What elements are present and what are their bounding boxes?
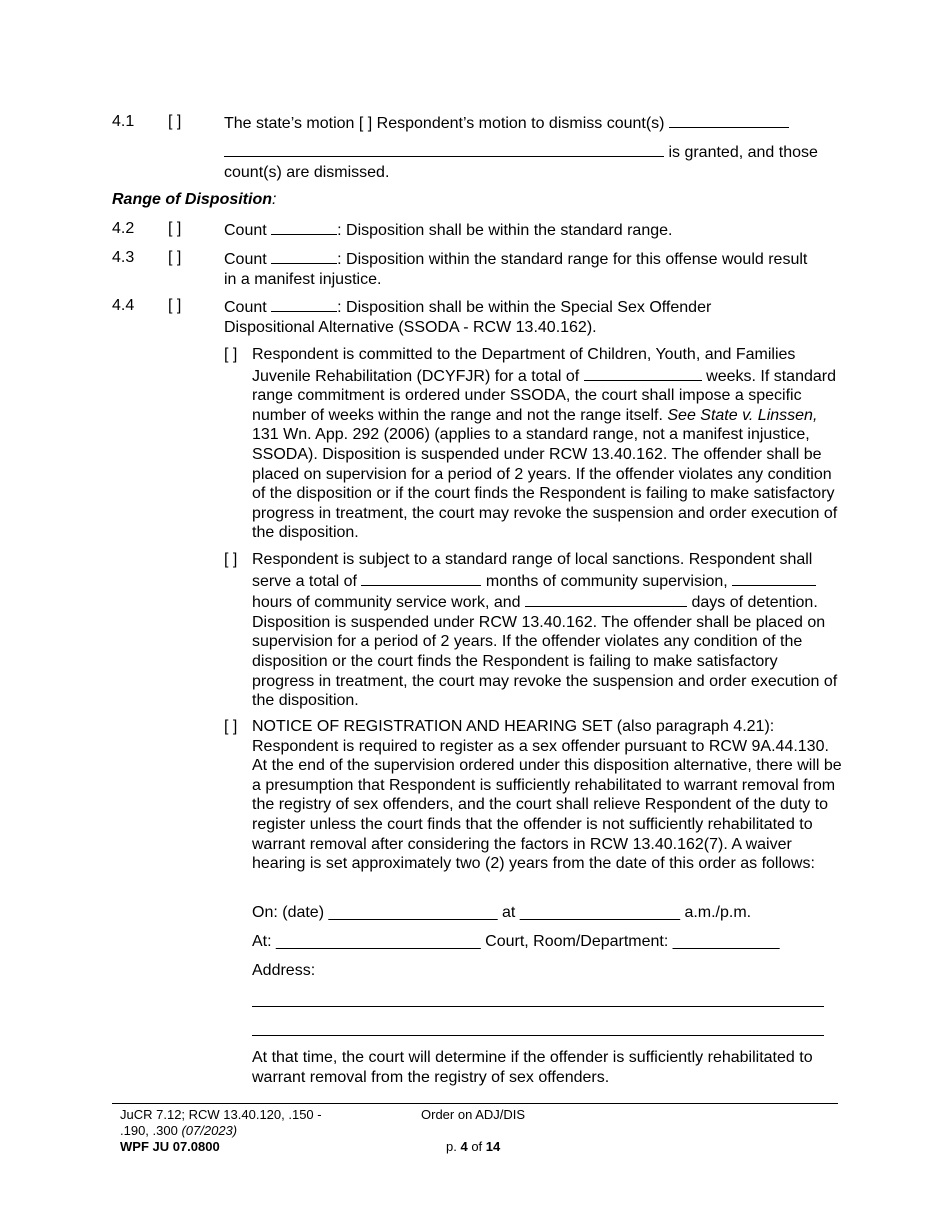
checkbox-commitment[interactable]: [ ] xyxy=(224,346,238,363)
para-number-4-2: 4.2 xyxy=(112,220,135,237)
hearing-court-field[interactable]: _______________________ xyxy=(276,933,481,950)
para-4-3-text: Count : Disposition within the standard range for this offense would result in a manifest injustice. xyxy=(224,248,824,289)
room-department-field[interactable]: ____________ xyxy=(672,933,780,950)
checkbox-notice[interactable]: [ ] xyxy=(224,718,238,735)
hearing-location-row: At: _______________________ Court, Room/Department: ____________ xyxy=(252,933,780,950)
footer-rule xyxy=(112,1103,838,1104)
hearing-time-field[interactable]: __________________ xyxy=(519,904,680,921)
respondent-motion-label: [ ] Respondent’s motion to dismiss count(s) xyxy=(358,115,665,132)
count-field-4-4[interactable] xyxy=(271,296,337,312)
hearing-date-row: On: (date) ___________________ at __________________ a.m./p.m. xyxy=(252,904,752,921)
community-service-hours-field[interactable] xyxy=(732,570,816,586)
para-4-1-granted-text: is granted, and those count(s) are dismissed. xyxy=(224,144,818,181)
count-field-4-3[interactable] xyxy=(271,248,337,264)
range-of-disposition-heading: Range of Disposition: xyxy=(112,191,277,208)
dismiss-counts-field-2[interactable] xyxy=(224,141,664,157)
option-local-sanctions xyxy=(224,550,844,710)
notice-text: NOTICE OF REGISTRATION AND HEARING SET (also paragraph 4.21): Respondent is required to register as a sex offender pursuant to RCW 9A.44.130. At the end of the supervision ordered under this disposition alternative, there will be a presumption that Respondent is sufficiently rehabilitated to warrant removal from the registry of sex offenders, and the court shall relieve Respondent of the duty to register unless the court finds that the offender is not sufficiently rehabilitated to warrant removal after considering the factors in RCW 13.40.162(7). A waiver hearing is set approximately two (2) years from the date of this order as follows: xyxy=(252,718,842,873)
form-id: WPF JU 07.0800 xyxy=(120,1139,220,1154)
option-notice-registration xyxy=(224,717,844,897)
count-field-4-2[interactable] xyxy=(271,219,337,235)
hearing-date-field[interactable]: ___________________ xyxy=(328,904,498,921)
address-line-1[interactable] xyxy=(252,1006,824,1007)
address-line-2[interactable] xyxy=(252,1035,824,1036)
local-sanctions-text: Respondent is subject to a standard range of local sanctions. Respondent shall serve a total of months of community supervision, hours of community service work, and days of detention. Disposition is suspended under RCW 13.40.162. The offender shall be placed on supervision for a period of 2 years. If the offender violates any condition of the disposition or the court finds the Respondent is failing to make satisfactory progress in treatment, the court may revoke the suspension and order execution of the disposition. xyxy=(252,551,838,710)
option-commitment xyxy=(224,345,844,545)
supervision-months-field[interactable] xyxy=(361,570,481,586)
checkbox-4-2[interactable]: [ ] xyxy=(168,220,182,237)
checkbox-local-sanctions[interactable]: [ ] xyxy=(224,551,238,568)
address-label: Address: xyxy=(252,962,316,979)
checkbox-4-3[interactable]: [ ] xyxy=(168,249,182,266)
state-motion-label: The state’s motion xyxy=(224,115,355,132)
footer-title: Order on ADJ/DIS xyxy=(421,1107,526,1122)
closing-text: At that time, the court will determine if the offender is sufficiently rehabilitated to warrant removal from the registry of sex offenders. xyxy=(252,1049,813,1086)
weeks-field[interactable] xyxy=(584,365,702,381)
checkbox-4-4[interactable]: [ ] xyxy=(168,297,182,314)
page-number: p. 4 of 14 xyxy=(446,1139,501,1154)
para-number-4-3: 4.3 xyxy=(112,249,135,266)
para-4-1-line2 xyxy=(224,141,844,182)
commitment-text: Respondent is committed to the Department of Children, Youth, and Families Juvenile Rehabilitation (DCYFJR) for a total of weeks. If standard range commitment is ordered under SSODA, the court shall impose a specific number of weeks within the range and not the range itself. See State v. Linssen, 131 Wn. App. 292 (2006) (applies to a standard range, not a manifest injustice, SSODA). Disposition is suspended under RCW 13.40.162. The offender shall be placed on supervision for a period of 2 years. If the offender violates any condition of the disposition or if the court finds the Respondent is failing to make satisfactory progress in treatment, the court may revoke the suspension and order execution of the disposition. xyxy=(252,346,838,542)
para-number-4-4: 4.4 xyxy=(112,297,135,314)
footer-citation: JuCR 7.12; RCW 13.40.120, .150 - .190, .300 (07/2023) WPF JU 07.0800 xyxy=(120,1107,380,1155)
linssen-citation: See State v. Linssen, xyxy=(667,406,818,424)
para-4-4-text: Count : Disposition shall be within the Special Sex Offender Dispositional Alternative (SSODA - RCW 13.40.162). xyxy=(224,296,784,337)
para-number-4-1: 4.1 xyxy=(112,113,135,130)
para-4-1-line1 xyxy=(224,112,844,134)
detention-days-field[interactable] xyxy=(525,591,687,607)
dismiss-counts-field[interactable] xyxy=(669,112,789,128)
para-4-2-text: Count : Disposition shall be within the standard range. xyxy=(224,219,844,241)
checkbox-4-1[interactable]: [ ] xyxy=(168,113,182,130)
